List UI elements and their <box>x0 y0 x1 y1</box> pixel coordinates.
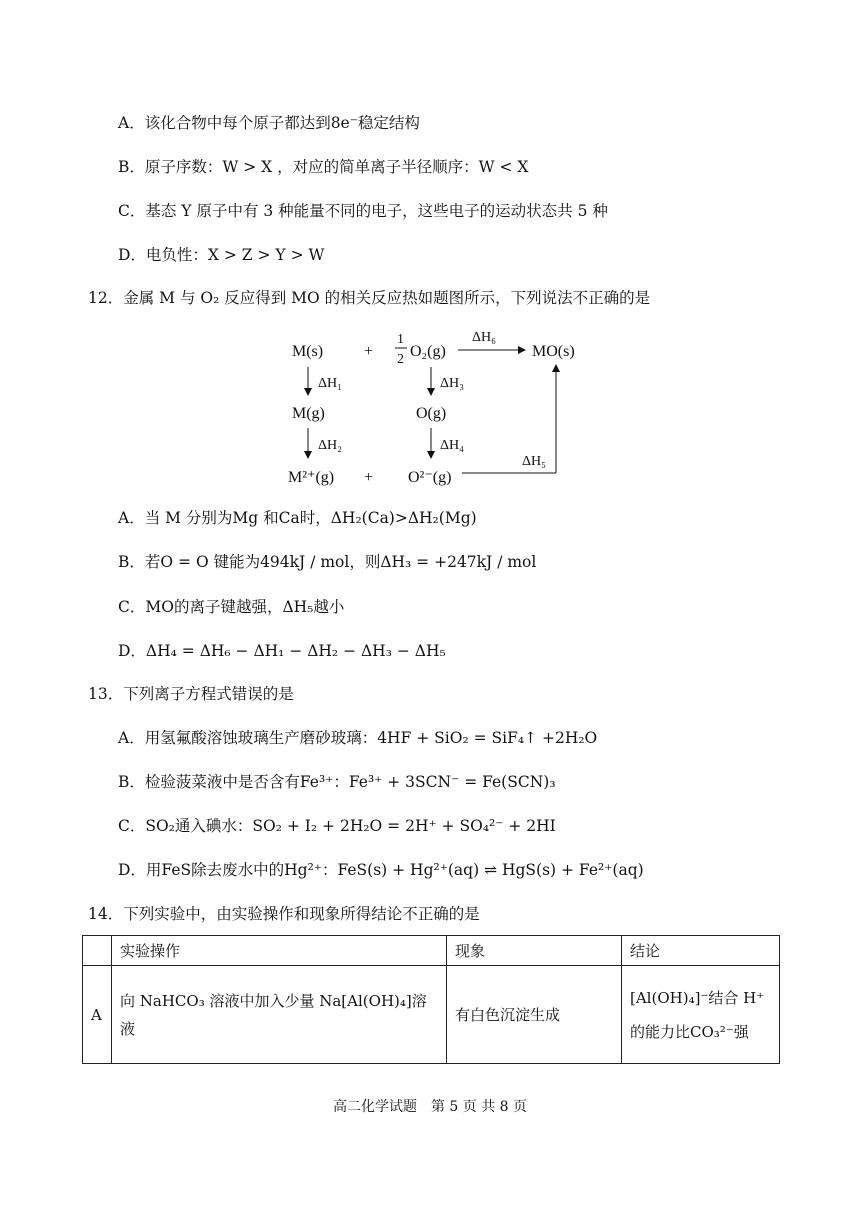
phenomenon-cell: 有白色沉淀生成 <box>447 966 622 1064</box>
species-m-gas: M(g) <box>292 405 325 422</box>
q11-option-b: B．原子序数：W > X ，对应的简单离子半径顺序：W < X <box>118 158 529 176</box>
table-header-cell <box>83 936 112 966</box>
table-header-cell: 实验操作 <box>112 936 447 966</box>
q12-option-c: C．MO的离子键越强，ΔH₅越小 <box>118 598 345 616</box>
species-o2-gas: O₂(g) <box>410 343 446 360</box>
half-numerator: 1 <box>397 332 404 347</box>
q13-stem: 13．下列离子方程式错误的是 <box>88 685 294 703</box>
q13-option-a: A．用氢氟酸溶蚀玻璃生产磨砂玻璃：4HF + SiO₂ = SiF₄↑ +2H₂O <box>118 729 598 747</box>
row-label: A <box>83 966 112 1064</box>
conclusion-cell <box>622 966 780 1064</box>
species-o2minus-gas: O²⁻(g) <box>408 469 452 486</box>
species-m2plus-gas: M²⁺(g) <box>288 469 335 486</box>
conclusion-line-1: [Al(OH)₄]⁻结合 H⁺ <box>630 988 765 1007</box>
species-m-solid: M(s) <box>292 343 324 360</box>
conclusion-line-2: 的能力比CO₃²⁻强 <box>630 1022 749 1041</box>
q12-stem: 12．金属 M 与 O₂ 反应得到 MO 的相关反应热如题图所示，下列说法不正确的是 <box>88 289 651 307</box>
q12-option-d: D．ΔH₄ = ΔH₆ − ΔH₁ − ΔH₂ − ΔH₃ − ΔH₅ <box>118 642 446 660</box>
q12-option-b: B．若O = O 键能为494kJ / mol，则ΔH₃ = +247kJ / mol <box>118 553 537 571</box>
q11-option-a: A．该化合物中每个原子都达到8e⁻稳定结构 <box>118 114 420 132</box>
label-dh6: ΔH₆ <box>472 330 496 345</box>
page-footer: 高二化学试题 第 5 页 共 8 页 <box>332 1099 528 1115</box>
q11-option-c: C．基态 Y 原子中有 3 种能量不同的电子，这些电子的运动状态共 5 种 <box>118 202 608 220</box>
label-dh1: ΔH₁ <box>318 376 342 391</box>
operation-cell: 向 NaHCO₃ 溶液中加入少量 Na[Al(OH)₄]溶液 <box>112 966 447 1064</box>
q11-option-d: D．电负性：X > Z > Y > W <box>118 246 325 264</box>
table-header-row <box>83 936 780 966</box>
label-dh3: ΔH₃ <box>440 376 464 391</box>
table-header-cell: 结论 <box>622 936 780 966</box>
q13-option-d: D．用FeS除去废水中的Hg²⁺：FeS(s) + Hg²⁺(aq) ⇌ HgS(s) + Fe²⁺(aq) <box>118 861 644 879</box>
q12-option-a: A．当 M 分别为Mg 和Ca时，ΔH₂(Ca)>ΔH₂(Mg) <box>118 509 477 527</box>
experiment-table <box>82 935 780 1064</box>
plus-sign-2: + <box>364 469 374 486</box>
q14-stem: 14．下列实验中，由实验操作和现象所得结论不正确的是 <box>88 905 480 923</box>
reaction-heat-diagram <box>260 325 600 495</box>
q13-option-c: C．SO₂通入碘水：SO₂ + I₂ + 2H₂O = 2H⁺ + SO₄²⁻ + 2HI <box>118 817 556 835</box>
table-header-cell: 现象 <box>447 936 622 966</box>
half-denominator: 2 <box>397 352 404 367</box>
plus-sign: + <box>364 343 374 360</box>
label-dh4: ΔH₄ <box>440 438 464 453</box>
label-dh2: ΔH₂ <box>318 438 342 453</box>
table-row <box>83 966 780 1064</box>
species-o-gas: O(g) <box>416 405 447 422</box>
species-mo-solid: MO(s) <box>532 343 575 360</box>
q13-option-b: B．检验菠菜液中是否含有Fe³⁺：Fe³⁺ + 3SCN⁻ = Fe(SCN)₃ <box>118 773 556 791</box>
label-dh5: ΔH₅ <box>522 454 546 469</box>
